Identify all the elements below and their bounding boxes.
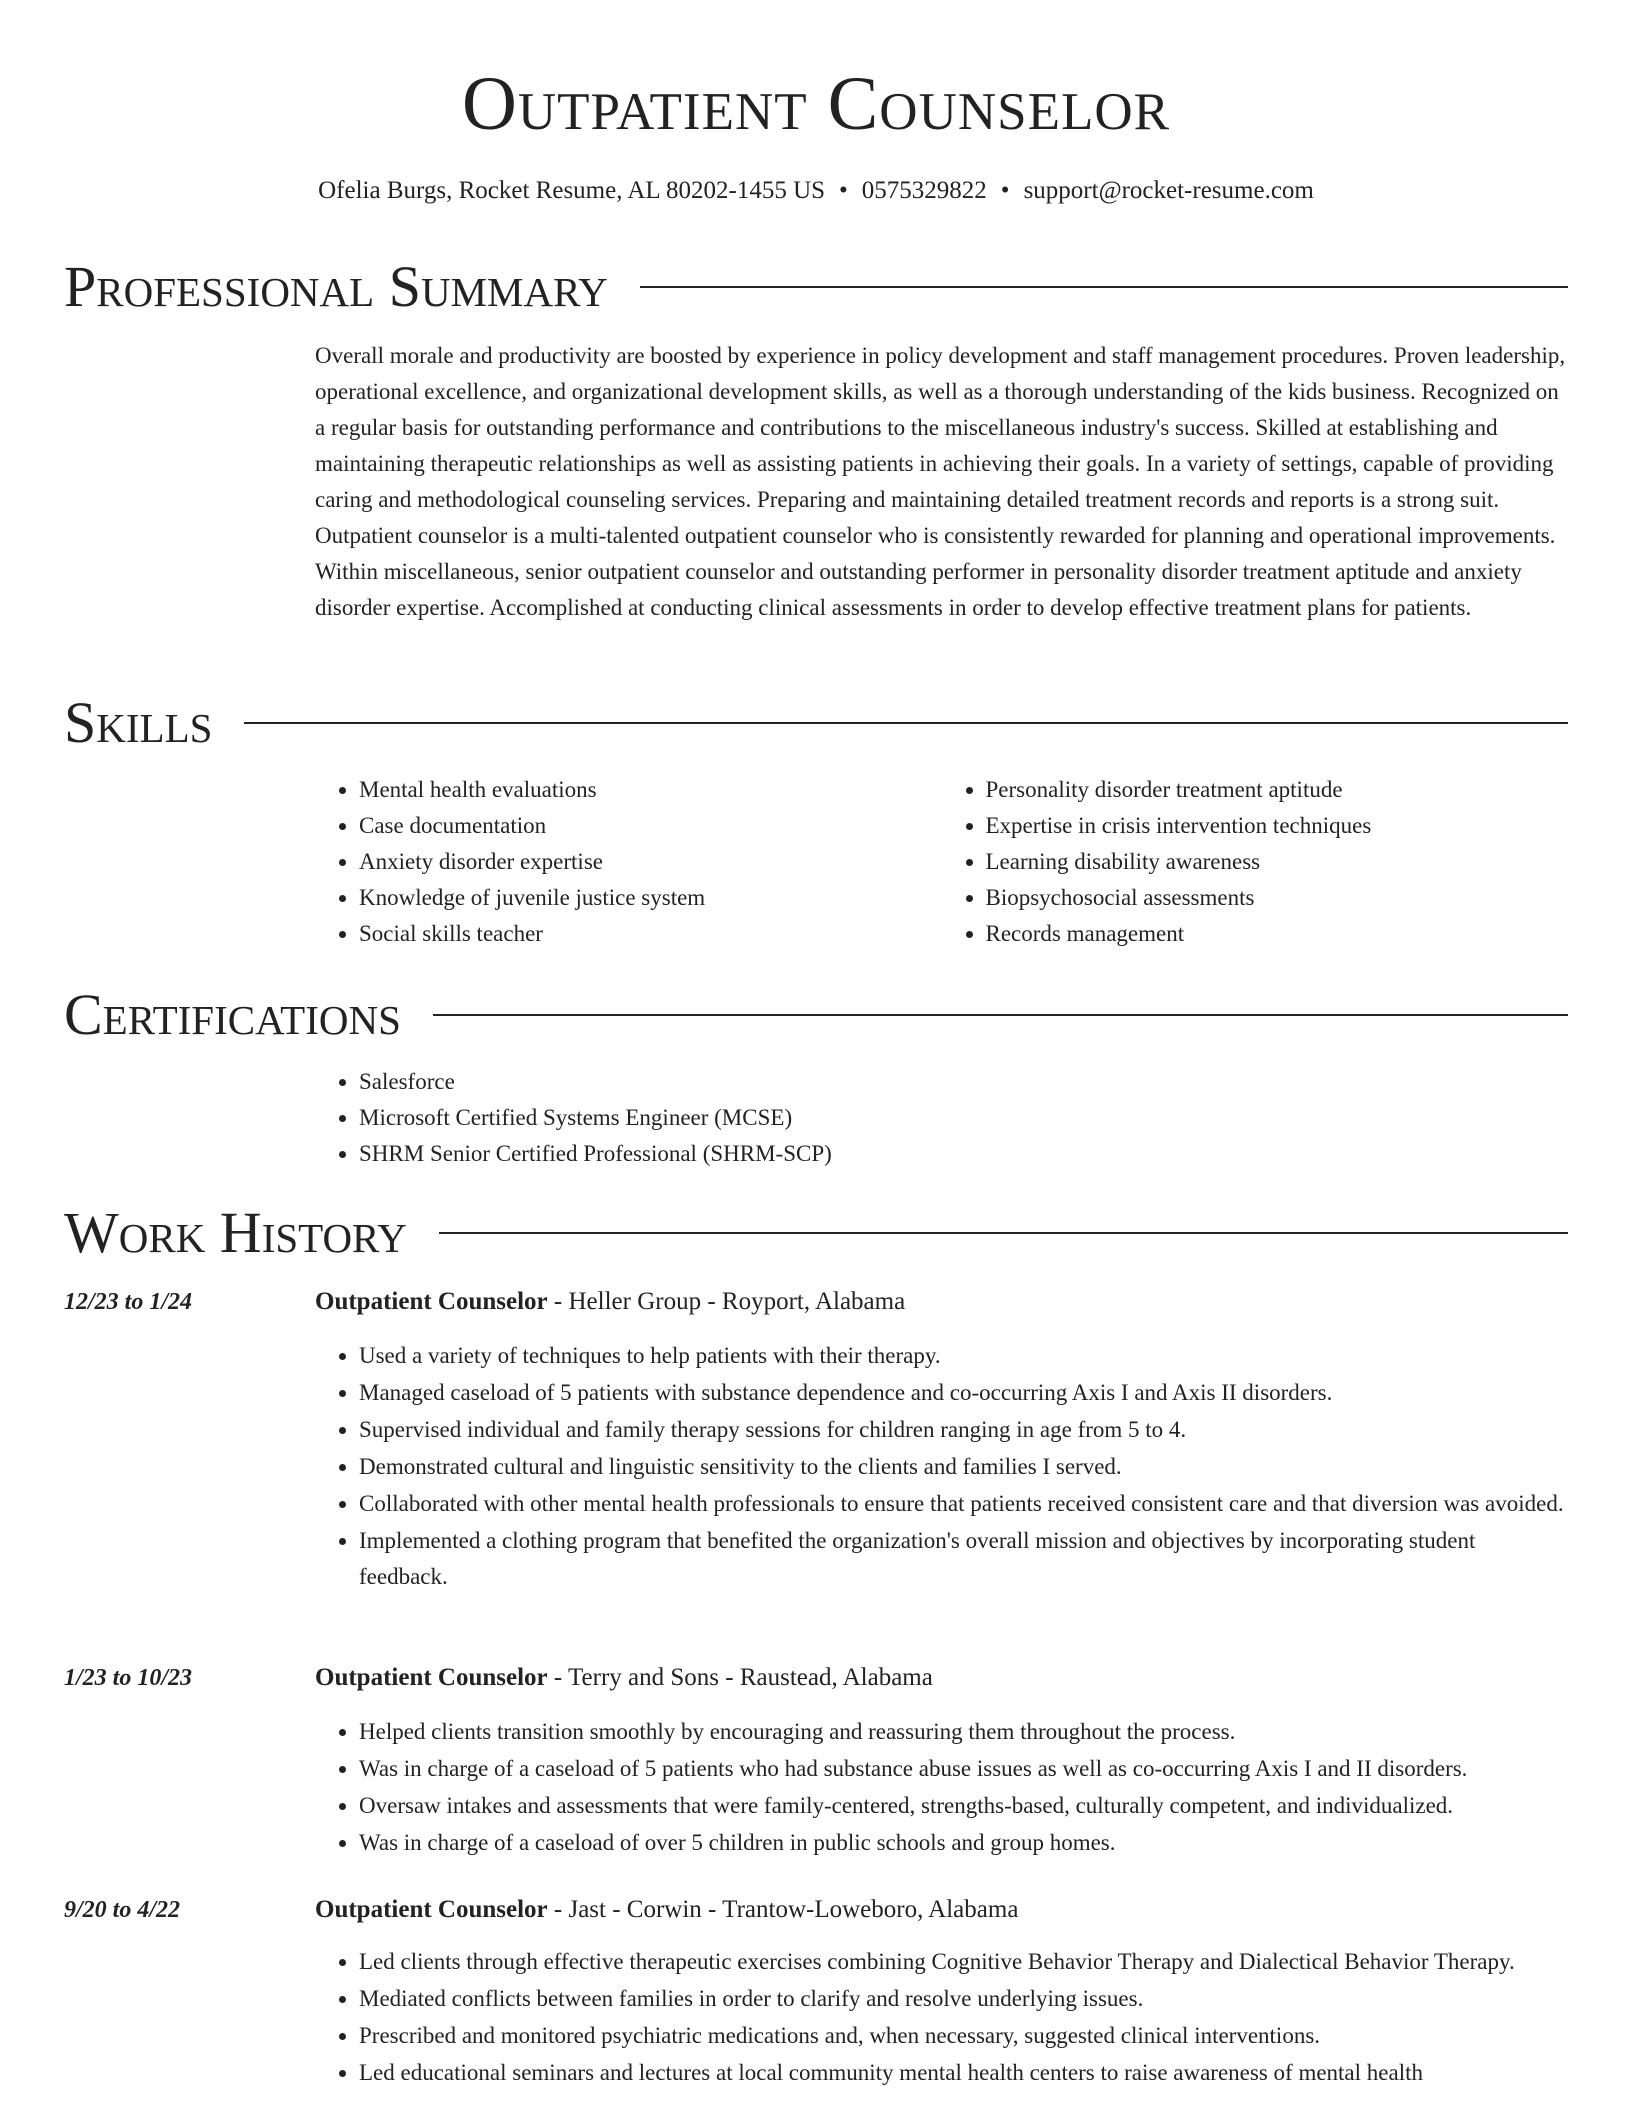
summary-heading: Professional Summary — [64, 254, 608, 319]
contact-email: support@rocket-resume.com — [1023, 177, 1314, 204]
skill-item: • Learning disability awareness — [986, 844, 1569, 880]
job-title-line — [315, 1284, 1568, 1320]
job-employer: - Jast - Corwin - Trantow-Loweboro, Alabama — [547, 1896, 1019, 1923]
skills-column-right — [942, 772, 1569, 952]
job-bullet: • Prescribed and monitored psychiatric medications and, when necessary, suggested clinical interventions. — [359, 2018, 1568, 2054]
skill-item: • Anxiety disorder expertise — [359, 844, 942, 880]
job-responsibilities — [315, 1338, 1568, 1596]
skills-column-left — [315, 772, 942, 952]
job-employer: - Terry and Sons - Raustead, Alabama — [547, 1664, 933, 1691]
summary-text: Overall morale and productivity are boosted by experience in policy development and staff management procedures. Proven leadership, operational excellence, and organizational development skills, as well as a thorough understanding of the kids business. Recognized on a regular basis for outstanding performance and contributions to the miscellaneous industry's success. Skilled at establishing and maintaining therapeutic relationships as well as assisting patients in achieving their goals. In a variety of settings, capable of providing caring and methodological counseling services. Preparing and maintaining detailed treatment records and reports is a strong suit. Outpatient counselor is a multi-talented outpatient counselor who is consistently rewarded for planning and operational improvements. Within miscellaneous, senior outpatient counselor and outstanding performer in personality disorder treatment aptitude and anxiety disorder expertise. Accomplished at conducting clinical assessments in order to develop effective treatment plans for patients. — [315, 343, 1566, 620]
certifications-items — [315, 1064, 1568, 1172]
job-title-line — [315, 1892, 1568, 1928]
job-title-line — [315, 1660, 1568, 1696]
contact-line — [64, 174, 1568, 208]
certification-item: • Salesforce — [359, 1064, 1568, 1100]
skill-item: • Mental health evaluations — [359, 772, 942, 808]
job-bullet: • Led clients through effective therapeutic exercises combining Cognitive Behavior Therapy and Dialectical Behavior Therapy. — [359, 1944, 1568, 1980]
contact-separator: • — [1000, 177, 1010, 204]
skill-item: • Biopsychosocial assessments — [986, 880, 1569, 916]
job-bullet: • Used a variety of techniques to help patients with their therapy. — [359, 1338, 1568, 1374]
job-bullet: • Oversaw intakes and assessments that were family-centered, strengths-based, culturally competent, and individualized. — [359, 1788, 1568, 1824]
job-bullet: • Mediated conflicts between families in order to clarify and resolve underlying issues. — [359, 1981, 1568, 2017]
work-history-section-header — [64, 1198, 1568, 1268]
certifications-list — [315, 1064, 1568, 1172]
page-title: Outpatient Counselor — [462, 62, 1170, 146]
section-divider — [244, 722, 1568, 724]
job-dates: 9/20 to 4/22 — [64, 1897, 181, 1923]
certifications-heading: Certifications — [64, 982, 401, 1047]
job-bullet: • Demonstrated cultural and linguistic sensitivity to the clients and families I served. — [359, 1449, 1568, 1485]
job-bullet: • Managed caseload of 5 patients with substance dependence and co-occurring Axis I and Axis II disorders. — [359, 1375, 1568, 1411]
job-title: Outpatient Counselor — [315, 1288, 548, 1315]
job-dates: 1/23 to 10/23 — [64, 1665, 193, 1691]
job-bullet: • Was in charge of a caseload of over 5 children in public schools and group homes. — [359, 1825, 1568, 1861]
skill-item: • Case documentation — [359, 808, 942, 844]
job-bullet: • Implemented a clothing program that benefited the organization's overall mission and objectives by incorporating student feedback. — [359, 1523, 1568, 1595]
job-responsibilities — [315, 1944, 1568, 2092]
skill-item: • Expertise in crisis intervention techniques — [986, 808, 1569, 844]
job-bullet: • Helped clients transition smoothly by encouraging and reassuring them throughout the process. — [359, 1714, 1568, 1750]
certification-item: • SHRM Senior Certified Professional (SHRM-SCP) — [359, 1136, 1568, 1172]
job-bullet: • Collaborated with other mental health professionals to ensure that patients received consistent care and that diversion was avoided. — [359, 1486, 1568, 1522]
skills-section-header — [64, 688, 1568, 758]
job-bullet: • Supervised individual and family therapy sessions for children ranging in age from 5 to 4. — [359, 1412, 1568, 1448]
contact-separator: • — [839, 177, 848, 204]
job-title: Outpatient Counselor — [315, 1896, 548, 1923]
contact-phone: 0575329822 — [861, 177, 987, 204]
job-responsibilities — [315, 1714, 1568, 1862]
skills-heading: Skills — [64, 690, 213, 755]
certifications-section-header — [64, 980, 1568, 1050]
contact-address: Ofelia Burgs, Rocket Resume, AL 80202-1455 US — [318, 177, 826, 204]
skill-item: • Records management — [986, 916, 1569, 952]
section-divider — [439, 1232, 1568, 1234]
job-bullet: • Was in charge of a caseload of 5 patients who had substance abuse issues as well as co-occurring Axis I and II disorders. — [359, 1751, 1568, 1787]
skills-list — [315, 772, 1568, 952]
section-divider — [433, 1014, 1568, 1016]
summary-section-header — [64, 252, 1568, 322]
job-employer: - Heller Group - Royport, Alabama — [547, 1288, 906, 1315]
job-title: Outpatient Counselor — [315, 1664, 548, 1691]
job-dates: 12/23 to 1/24 — [64, 1289, 193, 1315]
skill-item: • Knowledge of juvenile justice system — [359, 880, 942, 916]
job-bullet: • Led educational seminars and lectures at local community mental health centers to raise awareness of mental health — [359, 2055, 1568, 2091]
work-history-heading: Work History — [64, 1200, 407, 1265]
skill-item: • Social skills teacher — [359, 916, 942, 952]
section-divider — [640, 286, 1568, 288]
skill-item: • Personality disorder treatment aptitude — [986, 772, 1569, 808]
certification-item: • Microsoft Certified Systems Engineer (MCSE) — [359, 1100, 1568, 1136]
